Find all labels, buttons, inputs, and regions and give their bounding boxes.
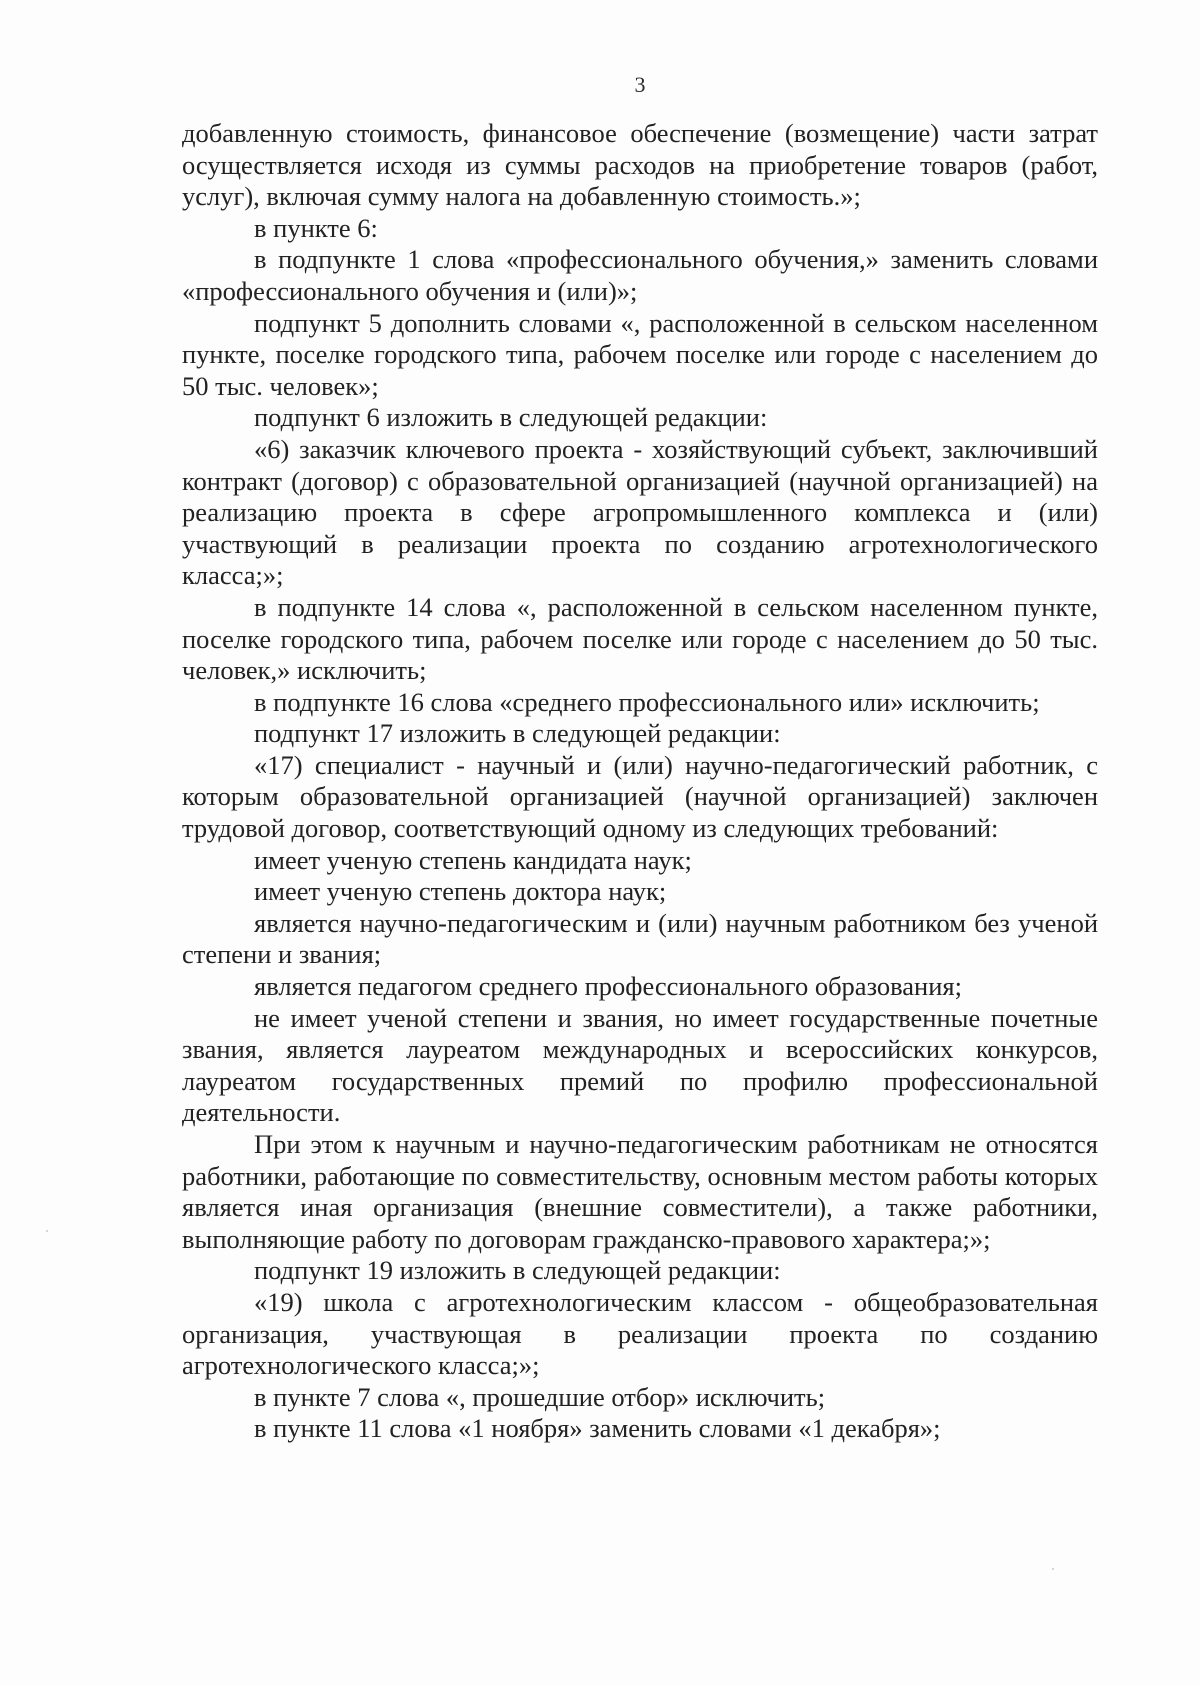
paragraph: не имеет ученой степени и звания, но имеет государственные почетные звания, является лауреатом международных и всероссийских конкурсов, лауреатом государственных премий по профилю профессиональной деятельности.: [182, 1002, 1098, 1128]
paragraph: является научно-педагогическим и (или) научным работником без ученой степени и звания;: [182, 907, 1098, 970]
paragraph: «6) заказчик ключевого проекта - хозяйствующий субъект, заключивший контракт (договор) с образовательной организацией (научной организацией) на реализацию проекта в сфере агропромышленного комплекса и (или) участвующий в реализации проекта по созданию агротехнологического класса;»;: [182, 433, 1098, 591]
paragraph: имеет ученую степень кандидата наук;: [254, 844, 692, 875]
paragraph: в пункте 7 слова «, прошедшие отбор» исключить;: [254, 1381, 826, 1412]
paragraph: в пункте 11 слова «1 ноября» заменить словами «1 декабря»;: [254, 1413, 941, 1444]
paragraph: в пункте 6:: [254, 212, 378, 243]
paragraph: «19) школа с агротехнологическим классом - общеобразовательная организация, участвующая в реализации проекта по созданию агротехнологического класса;»;: [182, 1286, 1098, 1381]
paragraph: подпункт 5 дополнить словами «, расположенной в сельском населенном пункте, поселке городского типа, рабочем поселке или городе с населением до 50 тыс. человек»;: [182, 307, 1098, 401]
scan-speck: [1052, 1568, 1054, 1570]
scan-speck: [46, 1230, 48, 1232]
paragraph: в подпункте 1 слова «профессионального обучения,» заменить словами «профессионального обучения и (или)»;: [182, 244, 1098, 306]
paragraph: в подпункте 14 слова «, расположенной в сельском населенном пункте, поселке городского типа, рабочем поселке или городе с населением до 50 тыс. человек,» исключить;: [182, 591, 1098, 686]
paragraph: подпункт 17 изложить в следующей редакции:: [254, 718, 781, 749]
paragraph: подпункт 6 изложить в следующей редакции:: [254, 402, 768, 433]
document-body: [182, 118, 1098, 1445]
paragraph: добавленную стоимость, финансовое обеспечение (возмещение) части затрат осуществляется исходя из суммы расходов на приобретение товаров (работ, услуг), включая сумму налога на добавленную стоимость.»;: [182, 118, 1098, 212]
paragraph: в подпункте 16 слова «среднего профессионального или» исключить;: [254, 686, 1040, 717]
paragraph: При этом к научным и научно-педагогическим работникам не относятся работники, работающие по совместительству, основным местом работы которых является иная организация (внешние совместители), а также работники, выполняющие работу по договорам гражданско-правового характера;»;: [182, 1129, 1098, 1254]
paragraph: является педагогом среднего профессионального образования;: [254, 971, 962, 1002]
paragraph: «17) специалист - научный и (или) научно-педагогический работник, с которым образовательной организацией (научной организацией) заключен трудовой договор, соответствующий одному из следующих требований:: [182, 749, 1098, 844]
paragraph: имеет ученую степень доктора наук;: [254, 876, 667, 907]
page-number: 3: [634, 72, 646, 97]
paragraph: подпункт 19 изложить в следующей редакции:: [254, 1255, 781, 1286]
